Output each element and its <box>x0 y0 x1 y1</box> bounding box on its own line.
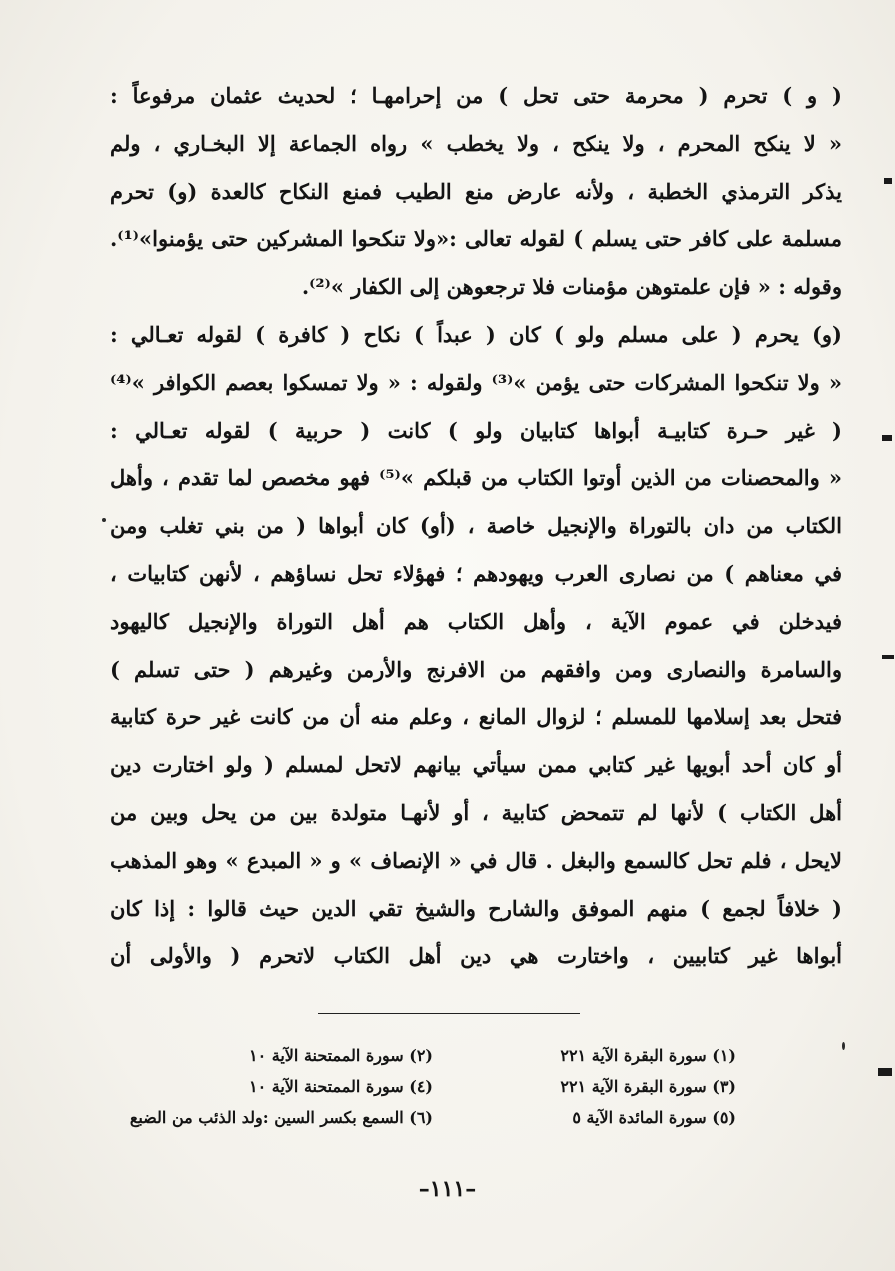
margin-mark <box>882 435 892 441</box>
scan-speck <box>102 518 106 522</box>
footnote-separator <box>318 1013 580 1014</box>
body-text <box>110 72 842 980</box>
text-line: في معناهم ) من نصارى العرب ويهودهم ؛ فهؤلاء تحل نساؤهم ، لأنهن كتابيات ، <box>110 560 842 586</box>
footnote: (٦) السمع بكسر السين :ولد الذئب من الضبع <box>130 1108 433 1127</box>
page-number: –١١١– <box>418 1176 477 1202</box>
text-line: « لا ينكح المحرم ، ولا ينكح ، ولا يخطب » رواه الجماعة إلا البخـاري ، ولم <box>110 130 842 156</box>
text-line: أو كان أحد أبويها غير كتابي ممن سيأتي بيانهم لاتحل لمسلم ( ولو اختارت دين <box>110 752 842 778</box>
footnote-row <box>130 1071 736 1102</box>
text-line: (و) يحرم ( على مسلم ولو ) كان ( عبداً ) نكاح ( كافرة ) لقوله تعـالي : <box>110 321 842 347</box>
footnote: (٥) سورة المائدة الآية ٥ <box>572 1108 736 1127</box>
text-line: الكتاب من دان بالتوراة والإنجيل خاصة ، (أو) كان أبواها ( من بني تغلب ومن <box>110 513 842 539</box>
text-line: مسلمة على كافر حتى يسلم ) لقوله تعالى :«ولا تنكحوا المشركين حتى يؤمنوا»⁽¹⁾. <box>110 226 842 252</box>
text-line: وقوله : « فإن علمتوهن مؤمنات فلا ترجعوهن إلى الكفار »⁽²⁾. <box>301 274 842 300</box>
text-line: لايحل ، فلم تحل كالسمع والبغل . قال في « الإنصاف » و « المبدع » وهو المذهب <box>110 847 842 873</box>
text-line: « ولا تنكحوا المشركات حتى يؤمن »⁽³⁾ ولقوله : « ولا تمسكوا بعصم الكوافر »⁽⁴⁾ <box>110 369 842 395</box>
text-line: أهل الكتاب ) لأنها لم تتمحض كتابية ، أو لأنهـا متولدة بين من يحل وبين من <box>110 799 842 825</box>
footnotes <box>130 1040 736 1133</box>
footnote: (١) سورة البقرة الآية ٢٢١ <box>560 1046 736 1065</box>
margin-mark <box>884 178 892 184</box>
footnote-row <box>130 1102 736 1133</box>
text-line: « والمحصنات من الذين أوتوا الكتاب من قبلكم »⁽⁵⁾ فهو مخصص لما تقدم ، وأهل <box>110 465 842 491</box>
text-line: ( خلافاً لجمع ) منهم الموفق والشارح والشيخ تقي الدين حيث قالوا : إذا كان <box>110 895 842 921</box>
text-line: والسامرة والنصارى ومن وافقهم من الافرنج والأرمن وغيرهم ( حتى تسلم ) <box>110 656 842 682</box>
text-line: أبواها غير كتابيين ، واختارت هي دين أهل الكتاب لاتحرم ( والأولى أن <box>110 943 842 969</box>
text-line: فتحل بعد إسلامها للمسلم ؛ لزوال المانع ، وعلم منه أن من كانت غير حرة كتابية <box>110 704 842 730</box>
scan-speck <box>842 1042 845 1050</box>
footnote: (٢) سورة الممتحنة الآية ١٠ <box>249 1046 433 1065</box>
text-line: يذكر الترمذي الخطبة ، ولأنه عارض منع الطيب فمنع النكاح كالعدة (و) تحرم <box>110 178 842 204</box>
footnote: (٣) سورة البقرة الآية ٢٢١ <box>560 1077 736 1096</box>
margin-mark <box>878 1068 892 1076</box>
text-line: ( غير حـرة كتابيـة أبواها كتابيان ولو ) كانت ( حربية ) لقوله تعـالي : <box>110 417 842 443</box>
margin-mark <box>882 655 894 659</box>
footnote-row <box>130 1040 736 1071</box>
footnote: (٤) سورة الممتحنة الآية ١٠ <box>249 1077 433 1096</box>
text-line: فيدخلن في عموم الآية ، وأهل الكتاب هم أهل التوراة والإنجيل كاليهود <box>110 608 842 634</box>
text-line: ( و ) تحرم ( محرمة حتى تحل ) من إحرامهـا ؛ لحديث عثمان مرفوعاً : <box>110 83 842 108</box>
